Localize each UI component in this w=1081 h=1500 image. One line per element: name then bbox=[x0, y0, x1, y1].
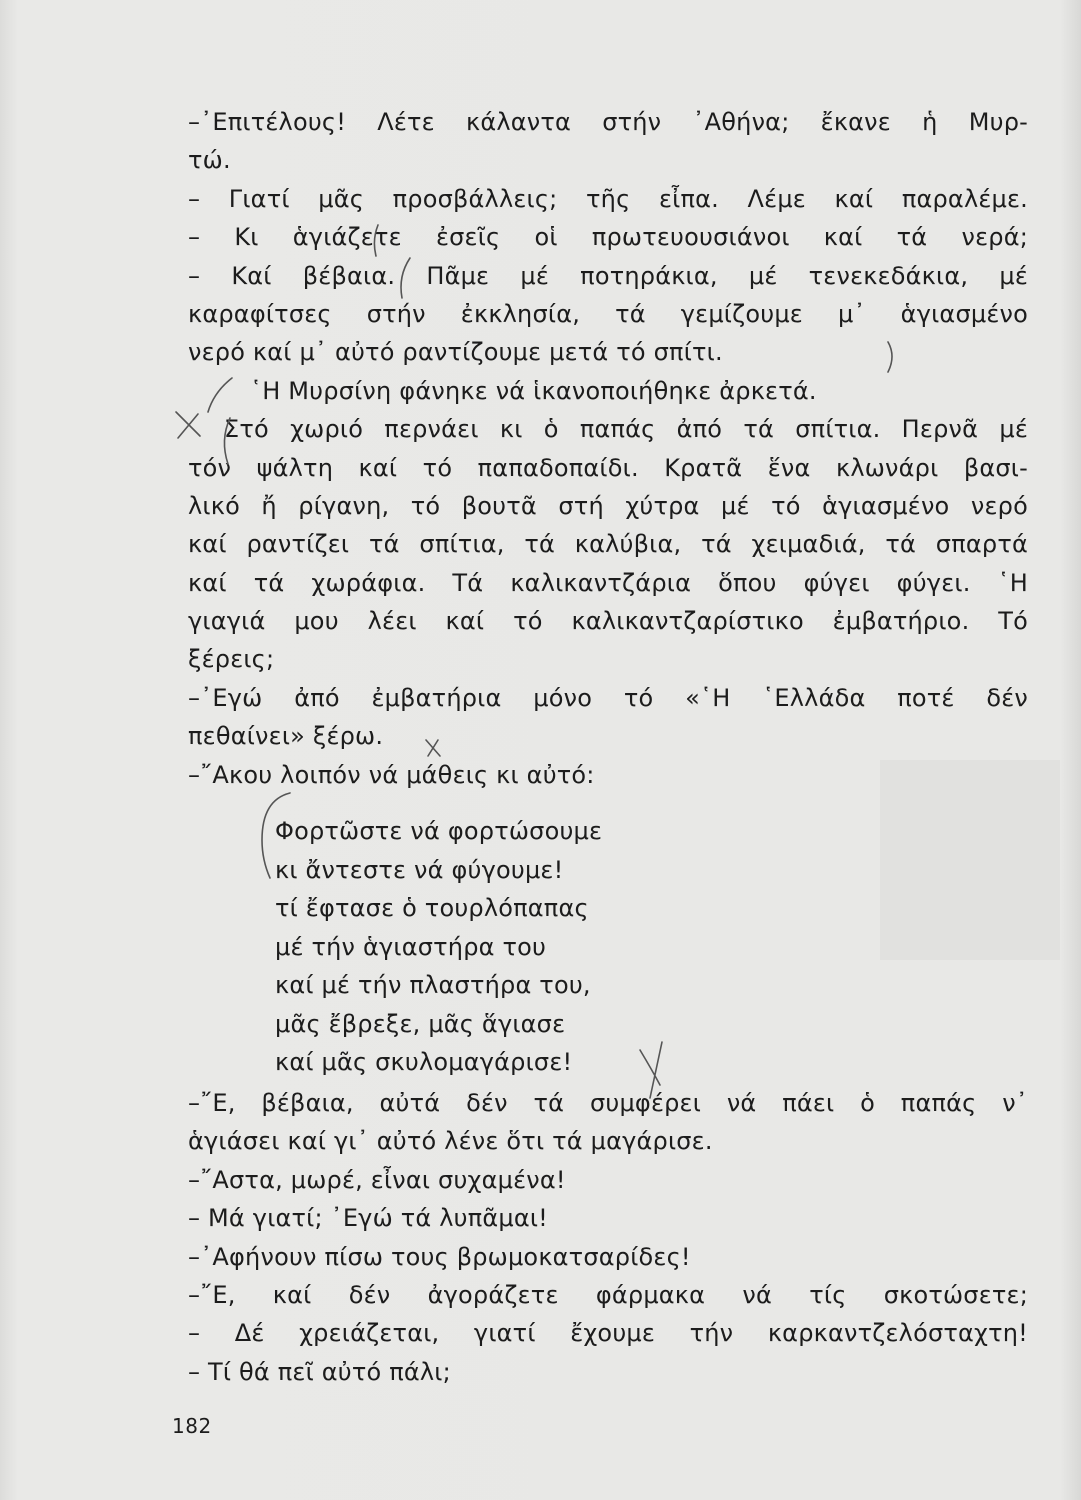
text-line: πεθαίνει» ξέρω. bbox=[188, 722, 384, 751]
text-line: –᾿Εγώ ἀπό ἐμβατήρια μόνο τό «῾Η ῾Ελλάδα ποτέ δέν bbox=[188, 683, 1028, 712]
text-line: ξέρεις; bbox=[188, 645, 275, 674]
text-line: ῾Η Μυρσίνη φάνηκε νά ἱκανοποιήθηκε ἀρκετά. bbox=[250, 376, 817, 405]
text-line: ἁγιάσει καί γι᾿ αὐτό λένε ὅτι τά μαγάρισε. bbox=[188, 1127, 713, 1156]
poem-line: τί ἔφτασε ὁ τουρλόπαπας bbox=[275, 894, 589, 922]
poem-line: μέ τήν ἁγιαστήρα του bbox=[275, 932, 547, 961]
text-line: – Τί θά πεῖ αὐτό πάλι; bbox=[188, 1357, 451, 1386]
text-line: καί ραντίζει τά σπίτια, τά καλύβια, τά χειμαδιά, τά σπαρτά bbox=[188, 530, 1028, 559]
text-line: – Μά γιατί; ᾿Εγώ τά λυπᾶμαι! bbox=[188, 1204, 548, 1233]
text-line: – Καί βέβαια. Πᾶμε μέ ποτηράκια, μέ τενεκεδάκια, μέ bbox=[188, 261, 1028, 290]
text-line: –᾿Αφήνουν πίσω τους βρωμοκατσαρίδες! bbox=[188, 1242, 691, 1271]
poem-line: Φορτῶστε νά φορτώσουμε bbox=[275, 817, 603, 845]
poem-block bbox=[275, 812, 725, 1082]
text-line: λικό ἤ ρίγανη, τό βουτᾶ στή χύτρα μέ τό ἁγιασμένο νερό bbox=[188, 491, 1028, 520]
text-line: –῎Ε, βέβαια, αὐτά δέν τά συμφέρει νά πάει ὁ παπάς ν᾿ bbox=[188, 1089, 1028, 1117]
poem-line: κι ἄντεστε νά φύγουμε! bbox=[275, 855, 564, 884]
poem-line: καί μέ τήν πλαστήρα του, bbox=[275, 971, 591, 999]
text-line: καί τά χωράφια. Τά καλικαντζάρια ὅπου φύγει φύγει. ῾Η bbox=[188, 568, 1028, 597]
text-line: τόν ψάλτη καί τό παπαδοπαίδι. Κρατᾶ ἕνα κλωνάρι βασι- bbox=[188, 453, 1028, 482]
text-line: –῎Ακου λοιπόν νά μάθεις κι αὐτό: bbox=[188, 760, 595, 789]
upper-text-block bbox=[188, 103, 1028, 794]
text-line: – Κι ἁγιάζετε ἐσεῖς οἱ πρωτευουσιάνοι καί τά νερά; bbox=[188, 223, 1028, 252]
page-number: 182 bbox=[172, 1414, 212, 1438]
text-line: Στό χωριό περνάει κι ὁ παπάς ἀπό τά σπίτια. Περνᾶ μέ bbox=[224, 415, 1028, 444]
text-line: –᾿Επιτέλους! Λέτε κάλαντα στήν ᾿Αθήνα; ἔκανε ἡ Μυρ- bbox=[188, 108, 1028, 136]
poem-line: μᾶς ἔβρεξε, μᾶς ἅγιασε bbox=[275, 1009, 566, 1038]
poem-line: καί μᾶς σκυλομαγάρισε! bbox=[275, 1048, 573, 1076]
text-line: τώ. bbox=[188, 146, 231, 175]
text-line: –῎Αστα, μωρέ, εἶναι συχαμένα! bbox=[188, 1165, 566, 1194]
text-line: –῎Ε, καί δέν ἀγοράζετε φάρμακα νά τίς σκοτώσετε; bbox=[188, 1280, 1028, 1309]
text-line: καραφίτσες στήν ἐκκλησία, τά γεμίζουμε μ᾿ ἁγιασμένο bbox=[188, 299, 1028, 328]
text-line: νερό καί μ᾿ αὐτό ραντίζουμε μετά τό σπίτι. bbox=[188, 338, 723, 367]
lower-text-block bbox=[188, 1084, 1028, 1391]
text-line: – Γιατί μᾶς προσβάλλεις; τῆς εἶπα. Λέμε καί παραλέμε. bbox=[188, 184, 1028, 213]
text-line: γιαγιά μου λέει καί τό καλικαντζαρίστικο ἐμβατήριο. Τό bbox=[188, 607, 1028, 636]
text-line: – Δέ χρειάζεται, γιατί ἔχουμε τήν καρκαντζελόσταχτη! bbox=[188, 1319, 1028, 1348]
